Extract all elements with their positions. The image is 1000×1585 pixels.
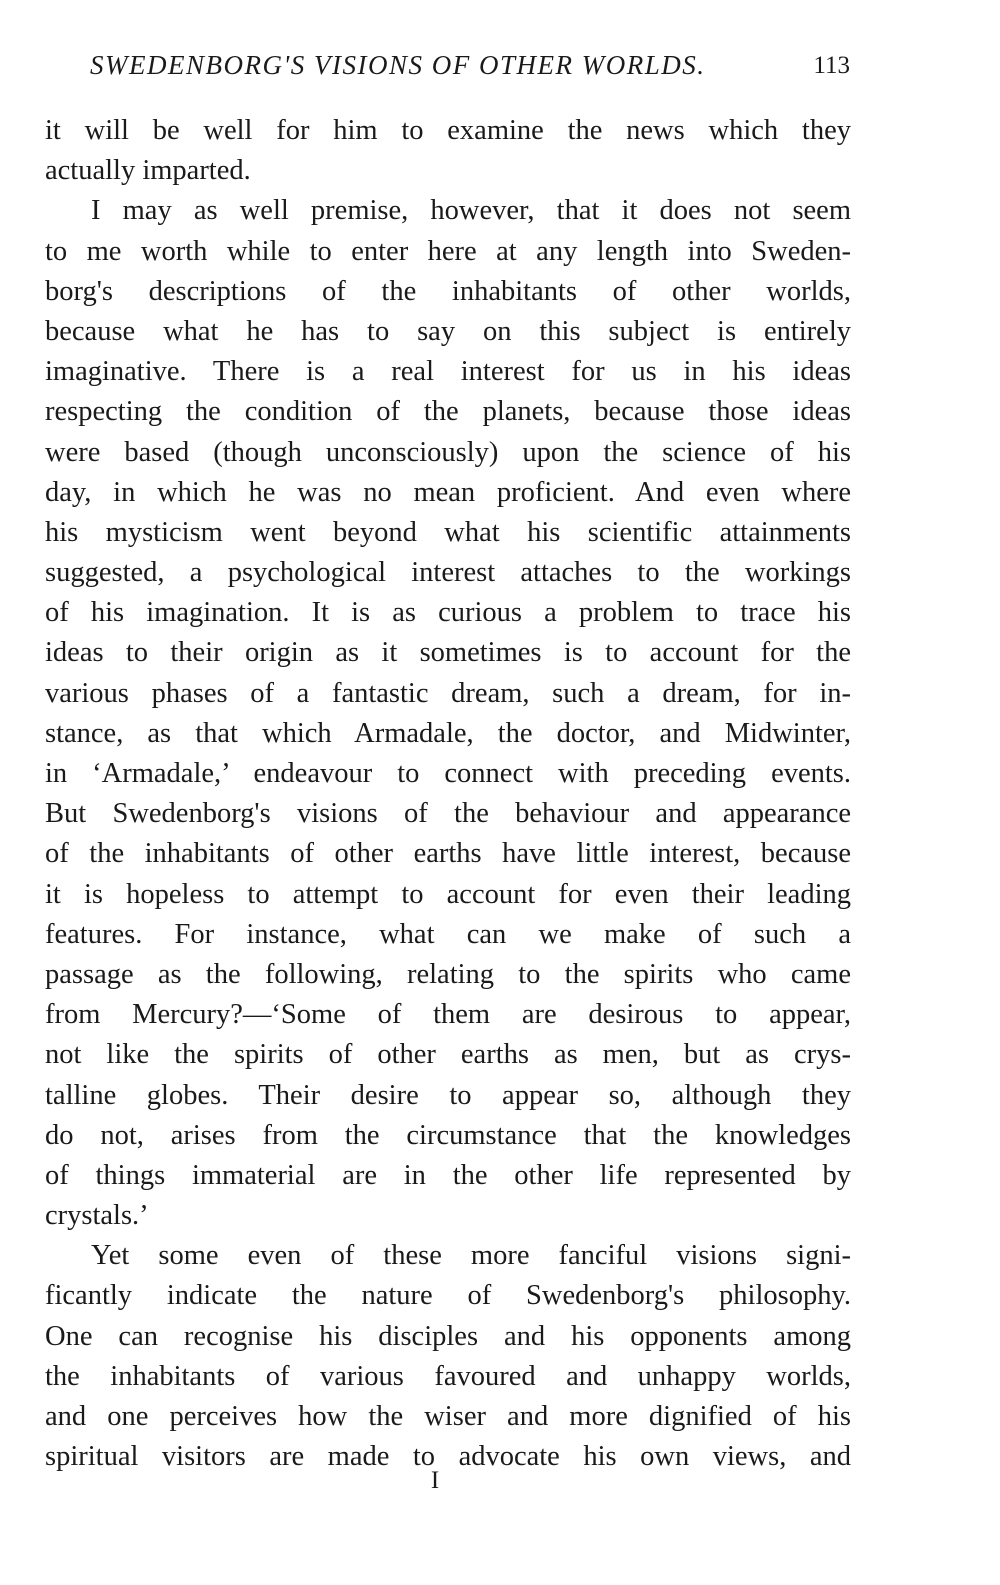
text-line: One can recognise his disciples and his opponents among xyxy=(45,1320,851,1352)
text-line: of the inhabitants of other earths have little interest, because xyxy=(45,838,851,870)
text-line: actually imparted. xyxy=(45,155,251,187)
text-line: But Swedenborg's visions of the behaviour and appearance xyxy=(45,798,851,830)
text-line: imaginative. There is a real interest for us in his ideas xyxy=(45,356,851,388)
text-line: do not, arises from the circumstance that the knowledges xyxy=(45,1119,851,1151)
text-line: of his imagination. It is as curious a problem to trace his xyxy=(45,597,851,629)
text-line: features. For instance, what can we make of such a xyxy=(45,918,851,950)
text-line: ideas to their origin as it sometimes is to account for the xyxy=(45,637,851,669)
text-line: day, in which he was no mean proficient. And even where xyxy=(45,476,851,508)
text-line: spiritual visitors are made to advocate his own views, and xyxy=(45,1441,851,1473)
text-line: suggested, a psychological interest attaches to the workings xyxy=(45,557,851,589)
text-line: ficantly indicate the nature of Swedenborg's philosophy. xyxy=(45,1280,851,1312)
text-line: stance, as that which Armadale, the doctor, and Midwinter, xyxy=(45,717,851,749)
signature-mark: I xyxy=(430,1467,440,1494)
text-line: borg's descriptions of the inhabitants of other worlds, xyxy=(45,275,851,307)
text-line: it is hopeless to attempt to account for even their leading xyxy=(45,878,851,910)
text-line: not like the spirits of other earths as men, but as crys- xyxy=(45,1039,851,1071)
body-text xyxy=(45,111,851,1477)
text-line: because what he has to say on this subject is entirely xyxy=(45,315,851,347)
text-line: in ‘Armadale,’ endeavour to connect with preceding events. xyxy=(45,758,851,789)
text-line: crystals.’ xyxy=(45,1200,149,1232)
text-line: various phases of a fantastic dream, such a dream, for in- xyxy=(45,677,851,709)
text-line: from Mercury?—‘Some of them are desirous to appear, xyxy=(45,999,851,1031)
running-head xyxy=(90,50,850,90)
text-line: the inhabitants of various favoured and unhappy worlds, xyxy=(45,1360,851,1392)
text-line: to me worth while to enter here at any length into Sweden- xyxy=(45,235,851,267)
text-line: passage as the following, relating to the spirits who came xyxy=(45,958,851,990)
page-number: 113 xyxy=(813,52,850,79)
text-line: I may as well premise, however, that it does not seem xyxy=(91,195,851,227)
text-line: respecting the condition of the planets, because those ideas xyxy=(45,396,851,428)
text-line: and one perceives how the wiser and more dignified of his xyxy=(45,1401,851,1432)
text-line: Yet some even of these more fanciful visions signi- xyxy=(91,1240,851,1272)
text-line: talline globes. Their desire to appear so, although they xyxy=(45,1079,851,1111)
text-line: of things immaterial are in the other life represented by xyxy=(45,1159,851,1191)
text-line: it will be well for him to examine the news which they xyxy=(45,115,851,146)
text-line: were based (though unconsciously) upon the science of his xyxy=(45,436,851,468)
running-title: SWEDENBORG'S VISIONS OF OTHER WORLDS. xyxy=(90,50,706,80)
text-line: his mysticism went beyond what his scientific attainments xyxy=(45,516,851,548)
